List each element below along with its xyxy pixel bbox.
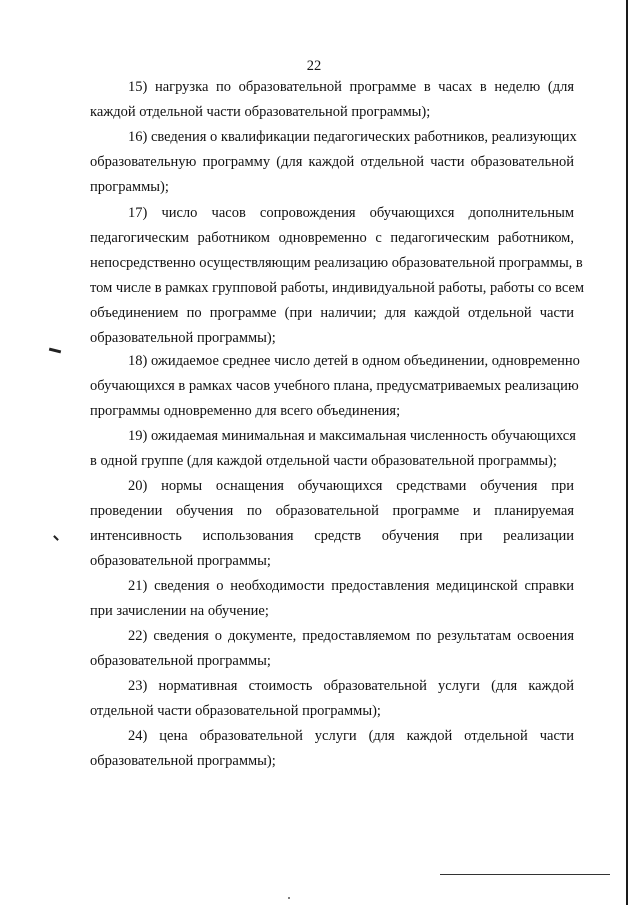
item-20-line-3: интенсивность использования средств обучения при реализации bbox=[90, 528, 574, 544]
item-24-line-1: 24) цена образовательной услуги (для каждой отдельной части bbox=[128, 728, 574, 744]
footer-rule bbox=[440, 874, 610, 875]
item-20-line-1: 20) нормы оснащения обучающихся средствами обучения при bbox=[128, 478, 574, 494]
item-18-line-2: обучающихся в рамках часов учебного плана, предусматриваемых реализацию bbox=[90, 378, 579, 394]
item-16-line-3: программы); bbox=[90, 179, 169, 195]
item-23-line-1: 23) нормативная стоимость образовательной услуги (для каждой bbox=[128, 678, 574, 694]
item-20-line-4: образовательной программы; bbox=[90, 553, 271, 569]
item-22-line-2: образовательной программы; bbox=[90, 653, 271, 669]
page-number: 22 bbox=[306, 58, 322, 74]
item-20-line-2: проведении обучения по образовательной программе и планируемая bbox=[90, 503, 574, 519]
item-21-line-2: при зачислении на обучение; bbox=[90, 603, 269, 619]
item-19-line-2: в одной группе (для каждой отдельной части образовательной программы); bbox=[90, 453, 557, 469]
item-16-line-1: 16) сведения о квалификации педагогических работников, реализующих bbox=[128, 129, 577, 145]
item-17-line-5: объединением по программе (при наличии; для каждой отдельной части bbox=[90, 305, 574, 321]
item-19-line-1: 19) ожидаемая минимальная и максимальная численность обучающихся bbox=[128, 428, 576, 444]
scan-speck bbox=[288, 897, 290, 899]
item-22-line-1: 22) сведения о документе, предоставляемом по результатам освоения bbox=[128, 628, 574, 644]
scan-mark bbox=[53, 535, 59, 541]
item-18-line-1: 18) ожидаемое среднее число детей в одном объединении, одновременно bbox=[128, 353, 580, 369]
item-17-line-4: том числе в рамках групповой работы, индивидуальной работы, работы со всем bbox=[90, 280, 585, 296]
item-17-line-2: педагогическим работником одновременно с педагогическим работником, bbox=[90, 230, 574, 246]
item-15-line-1: 15) нагрузка по образовательной программе в часах в неделю (для bbox=[128, 79, 574, 95]
item-18-line-3: программы одновременно для всего объединения; bbox=[90, 403, 401, 419]
scan-mark bbox=[49, 348, 61, 354]
item-23-line-2: отдельной части образовательной программы); bbox=[90, 703, 381, 719]
item-17-line-3: непосредственно осуществляющим реализацию образовательной программы, в bbox=[90, 255, 583, 271]
item-16-line-2: образовательную программу (для каждой отдельной части образовательной bbox=[90, 154, 574, 170]
item-15-line-2: каждой отдельной части образовательной программы); bbox=[90, 104, 431, 120]
item-17-line-6: образовательной программы); bbox=[90, 330, 276, 346]
item-21-line-1: 21) сведения о необходимости предоставления медицинской справки bbox=[128, 578, 574, 594]
item-24-line-2: образовательной программы); bbox=[90, 753, 276, 769]
item-17-line-1: 17) число часов сопровождения обучающихся дополнительным bbox=[128, 205, 574, 221]
